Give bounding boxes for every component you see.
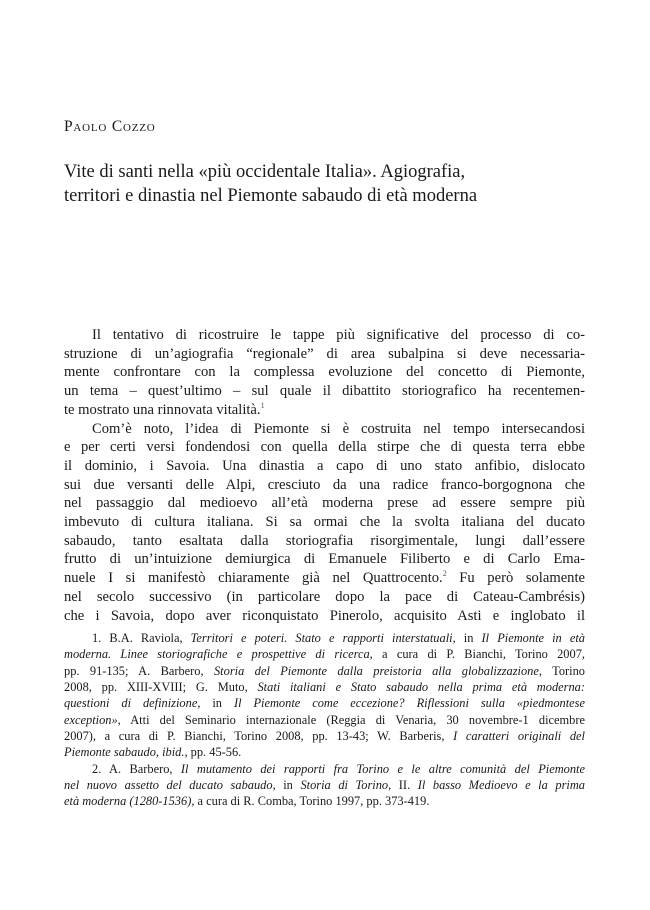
footnote-text: A. Barbero, [101, 761, 181, 776]
body-line: nel secolo successivo (in particolare dopo la pace di Cateau-Cambrésis) [64, 588, 585, 605]
footnote-text: , in [197, 696, 234, 711]
footnote-line [64, 630, 585, 646]
footnote-line [64, 712, 585, 728]
footnote-line [64, 728, 585, 744]
footnote-line [64, 744, 585, 760]
footnote-italic: Il Piemonte come eccezione? Riflessioni sulla «piedmontese [233, 696, 585, 711]
body-line: nel passaggio dal medioevo all’età moderna prese ad essere sempre più [64, 495, 585, 512]
footnote-line [64, 663, 585, 679]
footnote-text: , a cura di P. Bianchi, Torino 2007, [369, 647, 585, 662]
footnote-line [64, 646, 585, 662]
footnote-text: , a cura di R. Comba, Torino 1997, pp. 373-419. [191, 794, 430, 809]
body-line: mente confrontare con la complessa evoluzione del concetto di Piemonte, [64, 364, 585, 381]
footnote-text: , pp. 45-56. [184, 745, 242, 760]
footnote-text: , in [452, 631, 482, 645]
footnote-italic: Il Piemonte in età [481, 631, 585, 645]
footnote-italic: ibid. [162, 745, 185, 760]
body-line: Com’è noto, l’idea di Piemonte si è costruita nel tempo intersecandosi [92, 420, 585, 437]
footnote-text: 2008, pp. XIII-XVIII; G. Muto, [64, 680, 258, 695]
footnote-line [64, 761, 585, 777]
footnote-italic: Il basso Medioevo e la prima [417, 778, 585, 793]
body-line: frutto di un’intuizione demiurgica di Emanuele Filiberto e di Carlo Ema- [64, 551, 585, 568]
title-line: territori e dinastia nel Piemonte sabaudo di età moderna [64, 186, 478, 206]
footnote-text: , Atti del Seminario internazionale (Reggia di Venaria, 30 novembre-1 dicembre [117, 712, 585, 727]
footnote-line [64, 695, 585, 711]
footnote-italic: moderna. Linee storiografiche e prospettive di ricerca [64, 647, 370, 662]
footnote-text: , II. [388, 778, 418, 793]
footnote-line [64, 679, 585, 695]
footnote-italic: Storia di Torino [300, 778, 389, 793]
footnote-line [64, 777, 585, 793]
body-line: che i Savoia, dopo aver riconquistato Pinerolo, acquisito Asti e inglobato il [64, 607, 585, 624]
author-name: Paolo Cozzo [64, 118, 156, 135]
footnote-ref-1[interactable]: 1 [260, 400, 265, 410]
footnote-italic: nel nuovo assetto del ducato sabaudo [64, 778, 273, 793]
footnote-italic: I caratteri originali del [453, 729, 585, 744]
footnote-number: 2. [92, 761, 102, 776]
body-text-run: Fu però solamente [446, 570, 585, 587]
footnote-italic: Piemonte sabaudo [64, 745, 156, 760]
body-line: Il tentativo di ricostruire le tappe più significative del processo di co- [92, 327, 585, 343]
body-line [64, 401, 585, 420]
footnotes [64, 630, 585, 810]
footnote-text: , in [272, 778, 301, 793]
chapter-title [64, 160, 604, 208]
body-line: imbevuto di cultura italiana. Si sa ormai che la svolta italiana del ducato [64, 514, 585, 531]
title-line: Vite di santi nella «più occidentale Italia». Agiografia, [64, 162, 466, 182]
footnote-italic: exception» [64, 712, 118, 727]
footnote-text: , Torino [538, 663, 585, 678]
body-text-run: te mostrato una rinnovata vitalità. [64, 401, 261, 418]
body-text [64, 326, 585, 625]
footnote-italic: età moderna (1280-1536) [64, 794, 192, 809]
footnote-text: pp. 91-135; A. Barbero, [64, 663, 214, 678]
body-text-run: nuele I si manifestò chiaramente già nel Quattrocento. [64, 570, 443, 587]
footnote-line [64, 793, 585, 809]
footnote-italic: Territori e poteri. Stato e rapporti interstatuali [190, 631, 453, 645]
footnote-ref-2[interactable]: 2 [442, 569, 447, 579]
body-line: un tema – quest’ultimo – sul quale il dibattito storiografico ha recentemen- [64, 383, 585, 400]
body-line [64, 569, 585, 588]
body-line: sui due versanti delle Alpi, cresciuto da una radice franco-borgognona che [64, 476, 585, 493]
footnote-italic: questioni di definizione [64, 696, 198, 711]
footnote-text: , [155, 745, 163, 760]
footnote-italic: Storia del Piemonte dalla preistoria alla globalizzazione [213, 663, 539, 678]
footnote-italic: Stati italiani e Stato sabaudo nella prima età moderna: [257, 680, 585, 695]
footnote-number: 1. [92, 631, 102, 645]
body-line: struzione di un’agiografia “regionale” di area subalpina si deve necessaria- [64, 345, 585, 362]
footnote-italic: Il mutamento dei rapporti fra Torino e le altre comunità del Piemonte [180, 761, 585, 776]
footnote-text: B.A. Raviola, [101, 631, 191, 645]
body-line: il dominio, i Savoia. Una dinastia a capo di uno stato anfibio, dislocato [64, 457, 585, 474]
footnote-text: 2007), a cura di P. Bianchi, Torino 2008, pp. 13-43; W. Barberis, [64, 729, 454, 744]
body-line: e per certi versi fondendosi con quella della stirpe che di questa terra ebbe [64, 439, 585, 456]
body-line: sabaudo, tanto esaltata dalla storiografia risorgimentale, lungi dall’essere [64, 532, 585, 549]
